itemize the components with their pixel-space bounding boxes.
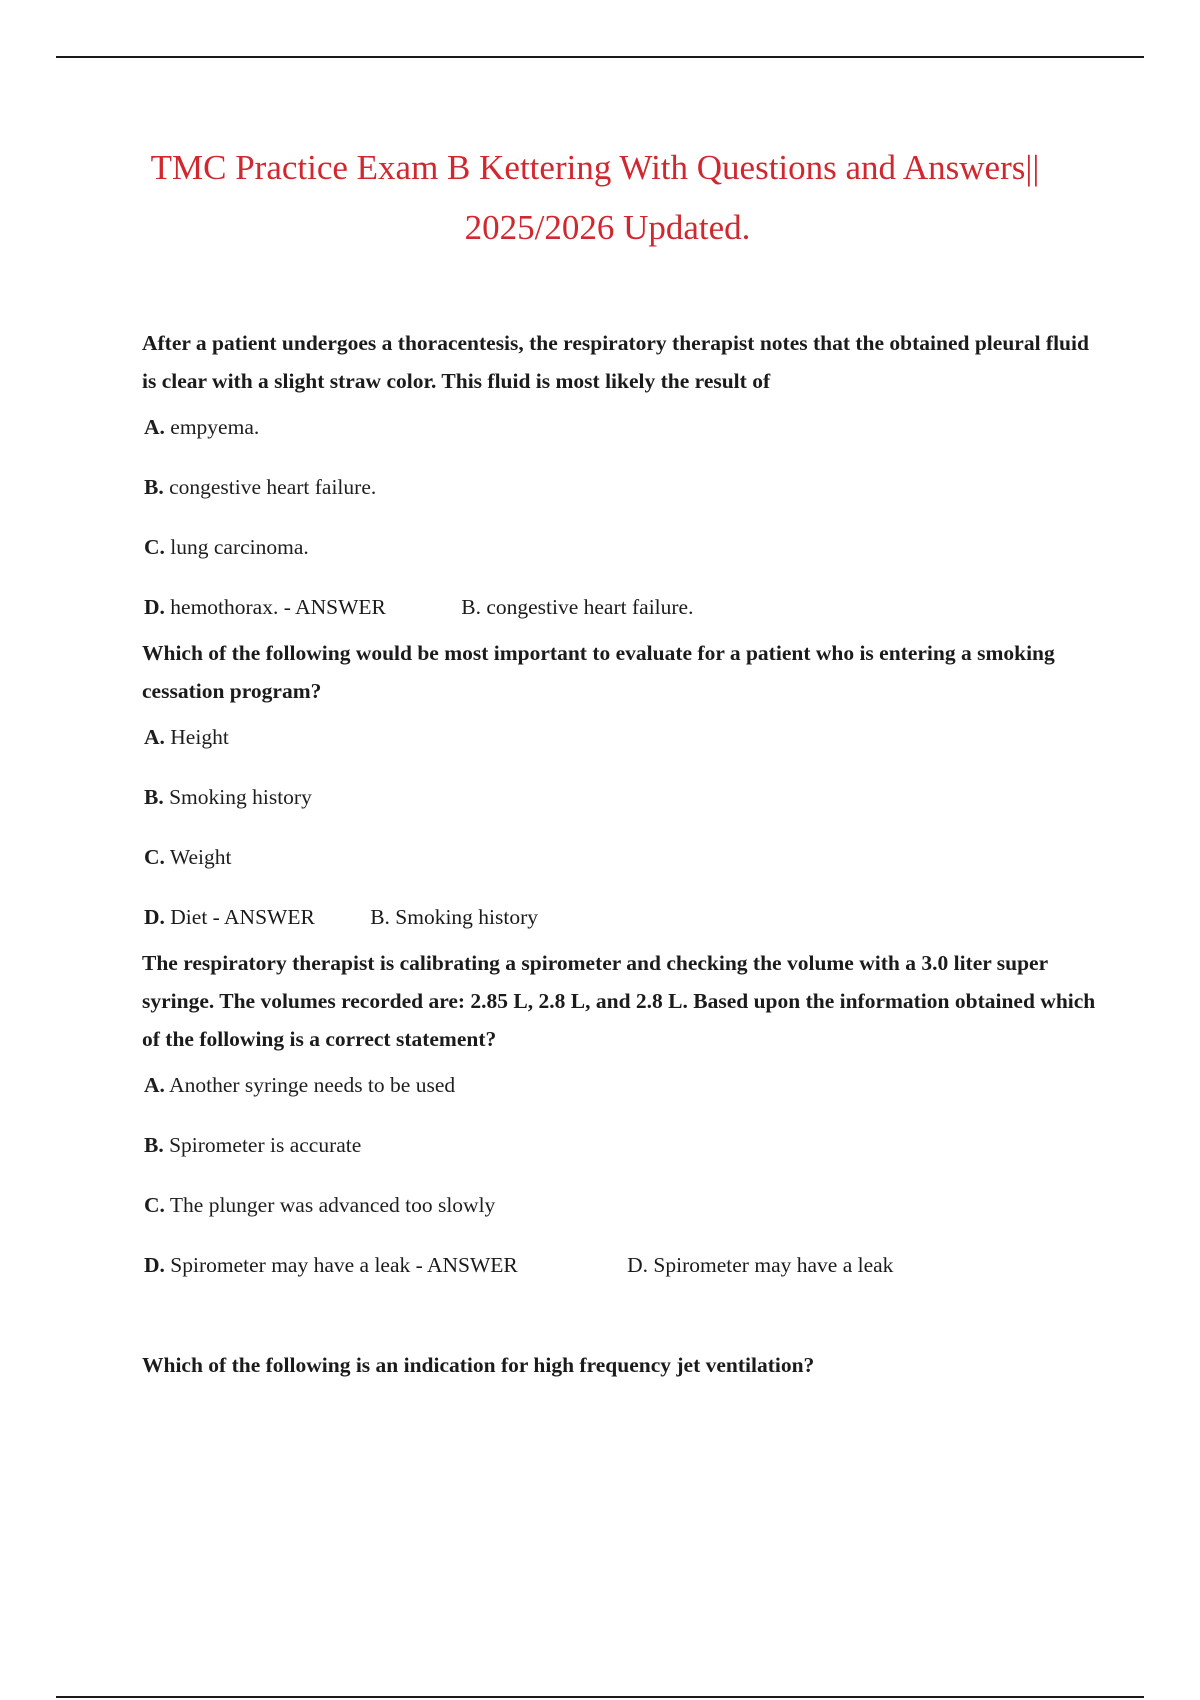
top-rule <box>56 56 1144 58</box>
question-3-text: The respiratory therapist is calibrating a spirometer and checking the volume with a 3.0 liter super syringe. The volumes recorded are: 2.85 L, 2.8 L, and 2.8 L. Based upon the information obtained which of the following is a correct statement? <box>142 951 1096 1051</box>
option-text: empyema. <box>170 415 260 439</box>
option-letter: B. <box>144 475 164 499</box>
question-1-option-d-answer <box>144 592 1102 622</box>
option-text: Spirometer may have a leak - ANSWER <box>170 1253 518 1277</box>
question-2-option-c <box>144 842 1102 872</box>
option-letter: D. <box>144 1253 165 1277</box>
option-letter: D. <box>144 905 165 929</box>
question-1-option-c <box>144 532 1102 562</box>
option-text: Weight <box>169 845 232 869</box>
question-3-answer: D. Spirometer may have a leak <box>627 1253 894 1277</box>
title-line-2: 2025/2026 Updated. <box>464 208 751 247</box>
option-letter: C. <box>144 1193 165 1217</box>
question-3-option-d-answer <box>144 1250 1102 1280</box>
question-3-option-a <box>144 1070 1102 1100</box>
option-text: hemothorax. - ANSWER <box>170 595 386 619</box>
option-letter: A. <box>144 725 165 749</box>
document-title <box>0 138 1200 258</box>
question-1-option-b <box>144 472 1102 502</box>
question-3-option-b <box>144 1130 1102 1160</box>
question-list <box>142 324 1102 1396</box>
option-text: Spirometer is accurate <box>169 1133 362 1157</box>
title-line-1: TMC Practice Exam B Kettering With Questions and Answers|| <box>150 148 1040 187</box>
question-1-answer: B. congestive heart failure. <box>461 595 694 619</box>
option-text: congestive heart failure. <box>169 475 377 499</box>
question-2-option-b <box>144 782 1102 812</box>
question-2-option-d-answer <box>144 902 1102 932</box>
option-text: Diet - ANSWER <box>170 905 315 929</box>
question-2-answer: B. Smoking history <box>370 905 539 929</box>
question-4-text: Which of the following is an indication for high frequency jet ventilation? <box>142 1353 815 1377</box>
option-letter: D. <box>144 595 165 619</box>
question-2-option-a <box>144 722 1102 752</box>
option-letter: B. <box>144 1133 164 1157</box>
option-letter: A. <box>144 415 165 439</box>
option-letter: B. <box>144 785 164 809</box>
option-text: lung carcinoma. <box>170 535 309 559</box>
option-letter: C. <box>144 845 165 869</box>
option-letter: A. <box>144 1073 165 1097</box>
question-3-option-c <box>144 1190 1102 1220</box>
option-text: The plunger was advanced too slowly <box>169 1193 496 1217</box>
question-2-text: Which of the following would be most important to evaluate for a patient who is entering a smoking cessation program? <box>142 641 1055 703</box>
option-letter: C. <box>144 535 165 559</box>
question-1-text: After a patient undergoes a thoracentesis, the respiratory therapist notes that the obtained pleural fluid is clear with a slight straw color. This fluid is most likely the result of <box>142 331 1089 393</box>
bottom-rule <box>56 1696 1144 1698</box>
question-1-option-a <box>144 412 1102 442</box>
section-spacer <box>142 1292 1102 1346</box>
option-text: Another syringe needs to be used <box>169 1073 456 1097</box>
option-text: Smoking history <box>169 785 312 809</box>
option-text: Height <box>170 725 229 749</box>
